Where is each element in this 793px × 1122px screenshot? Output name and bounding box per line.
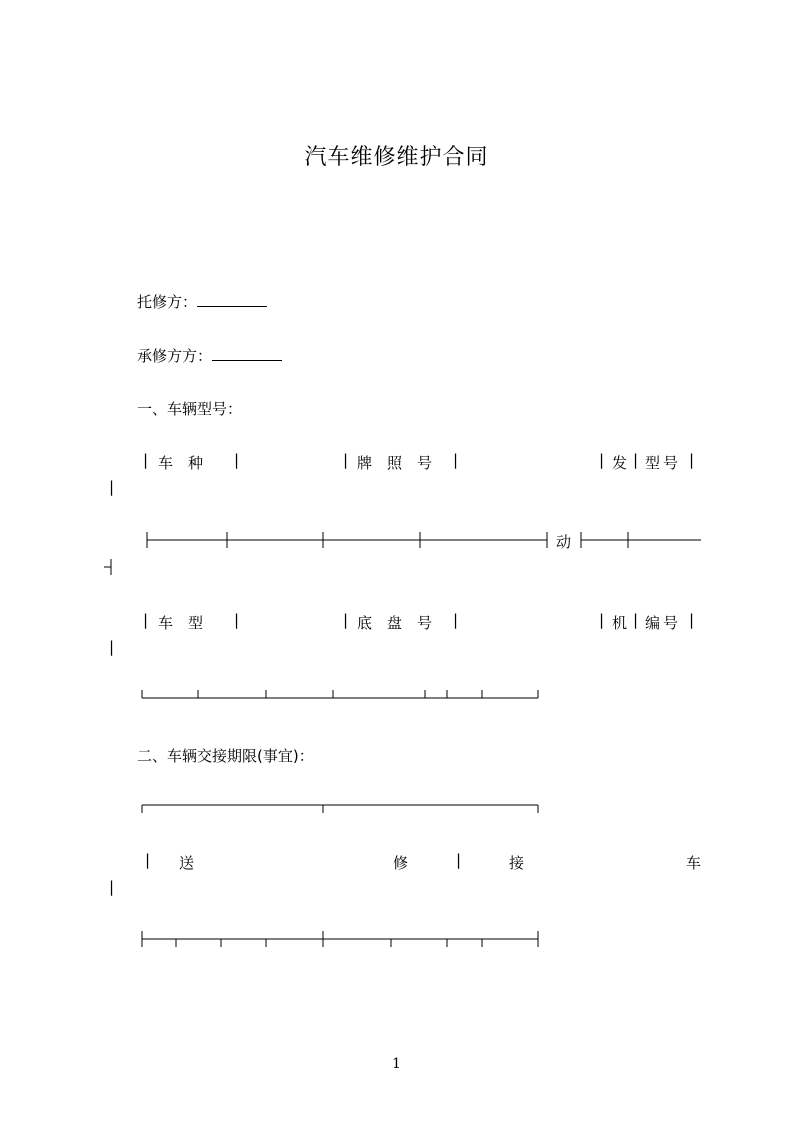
table-border: | bbox=[633, 451, 639, 469]
section2-heading: 二、车辆交接期限(事宜)： bbox=[137, 747, 314, 765]
table-border: | bbox=[109, 878, 115, 896]
section1-heading: 一、车辆型号： bbox=[137, 400, 243, 418]
table-border: | bbox=[453, 451, 459, 469]
contractor-label: 承修方方： bbox=[137, 347, 213, 365]
table-border: | bbox=[109, 478, 115, 496]
serial-number-label: 编号 bbox=[645, 614, 682, 632]
table-border: | bbox=[343, 611, 349, 629]
chassis-number-label: 底 盘 号 bbox=[357, 614, 433, 632]
table-border: | bbox=[109, 638, 115, 656]
model-label: 型号 bbox=[645, 454, 682, 472]
page-number: 1 bbox=[392, 1056, 401, 1072]
vehicle-model-label: 车 型 bbox=[158, 614, 204, 632]
vehicle-type-label: 车 种 bbox=[158, 454, 204, 472]
table-border: | bbox=[343, 451, 349, 469]
repair-label: 修 bbox=[393, 854, 409, 872]
receive-label: 接 bbox=[509, 854, 525, 872]
table-border: | bbox=[453, 611, 459, 629]
table-border: | bbox=[145, 851, 151, 869]
document-title: 汽车维修维护合同 bbox=[304, 145, 489, 170]
engine-char-fa: 发 bbox=[612, 454, 628, 472]
table-border: | bbox=[456, 851, 462, 869]
table-border: | bbox=[234, 611, 240, 629]
send-label: 送 bbox=[179, 854, 195, 872]
engine-char-ji: 机 bbox=[612, 614, 628, 632]
plate-number-label: 牌 照 号 bbox=[357, 454, 433, 472]
table-border: | bbox=[689, 451, 695, 469]
table-border: | bbox=[599, 611, 605, 629]
table-border: | bbox=[689, 611, 695, 629]
client-label: 托修方： bbox=[137, 293, 198, 311]
vehicle-label: 车 bbox=[686, 854, 702, 872]
engine-char-dong: 动 bbox=[556, 533, 572, 551]
table-border: | bbox=[633, 611, 639, 629]
table-border: | bbox=[599, 451, 605, 469]
table-border: | bbox=[143, 611, 149, 629]
table-border: | bbox=[234, 451, 240, 469]
table-border: | bbox=[143, 451, 149, 469]
